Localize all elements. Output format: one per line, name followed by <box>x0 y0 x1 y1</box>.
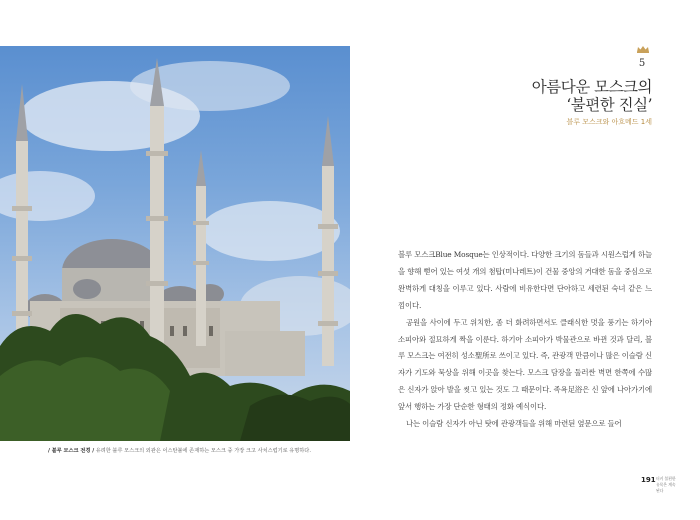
crown-ornament-icon <box>636 45 650 53</box>
caption-text: 유려한 블루 모스크의 외관은 이스탄불에 존재하는 모스크 중 가장 크고 사치스럽기로 유명하다. <box>95 448 311 454</box>
paragraph: 공원을 사이에 두고 위치한, 좀 더 화려하면서도 클래식한 멋을 풍기는 하기아 소피아와 절묘하게 짝을 이룬다. 하기아 소피아가 박물관으로 바뀐 것과 달리, 블루 모스크는 여전히 성소聖所로 쓰이고 있다. 즉, 관광객 만큼이나 많은 이슬람 신자가 기도와 묵상을 위해 이곳을 찾는다. 모스크 담장을 둘러싼 벽면 한쪽에 수많은 신자가 앉아 발을 씻고 있는 것도 그 때문이다. 족욕足浴은 신 앞에 나아가기에 앞서 행하는 가장 단순한 형태의 정화 예식이다. <box>398 317 652 412</box>
chapter-title <box>532 78 652 114</box>
chapter-number: 5 <box>638 58 646 69</box>
photo-caption <box>48 447 348 454</box>
body-text <box>398 247 652 433</box>
blue-mosque-photo <box>0 46 350 441</box>
paragraph: 블루 모스크Blue Mosque는 인상적이다. 다양한 크기의 돔들과 시원스럽게 하늘을 향해 뻗어 있는 여섯 개의 첨탑(미나레트)이 건물 중앙의 거대한 돔을 중심으로 완벽하게 대칭을 이루고 있다. 사람에 비유한다면 단아하고 세련된 숙녀 같은 느낌이다. <box>398 250 652 310</box>
page-number: 191 <box>641 476 656 484</box>
title-line-1: 아름다운 모스크의 <box>531 78 652 96</box>
running-title: 터키 불편한 유목은 계속된다 <box>656 476 676 493</box>
paragraph: 나는 이슬람 신자가 아닌 탓에 관광객들을 위해 마련된 옆문으로 들어 <box>406 419 622 429</box>
caption-label: / 블루 모스크 전경 / <box>48 448 95 454</box>
chapter-subtitle: 블루 모스크와 아흐메드 1세 <box>566 118 652 126</box>
title-line-2: ‘불편한 진실’ <box>566 96 652 114</box>
